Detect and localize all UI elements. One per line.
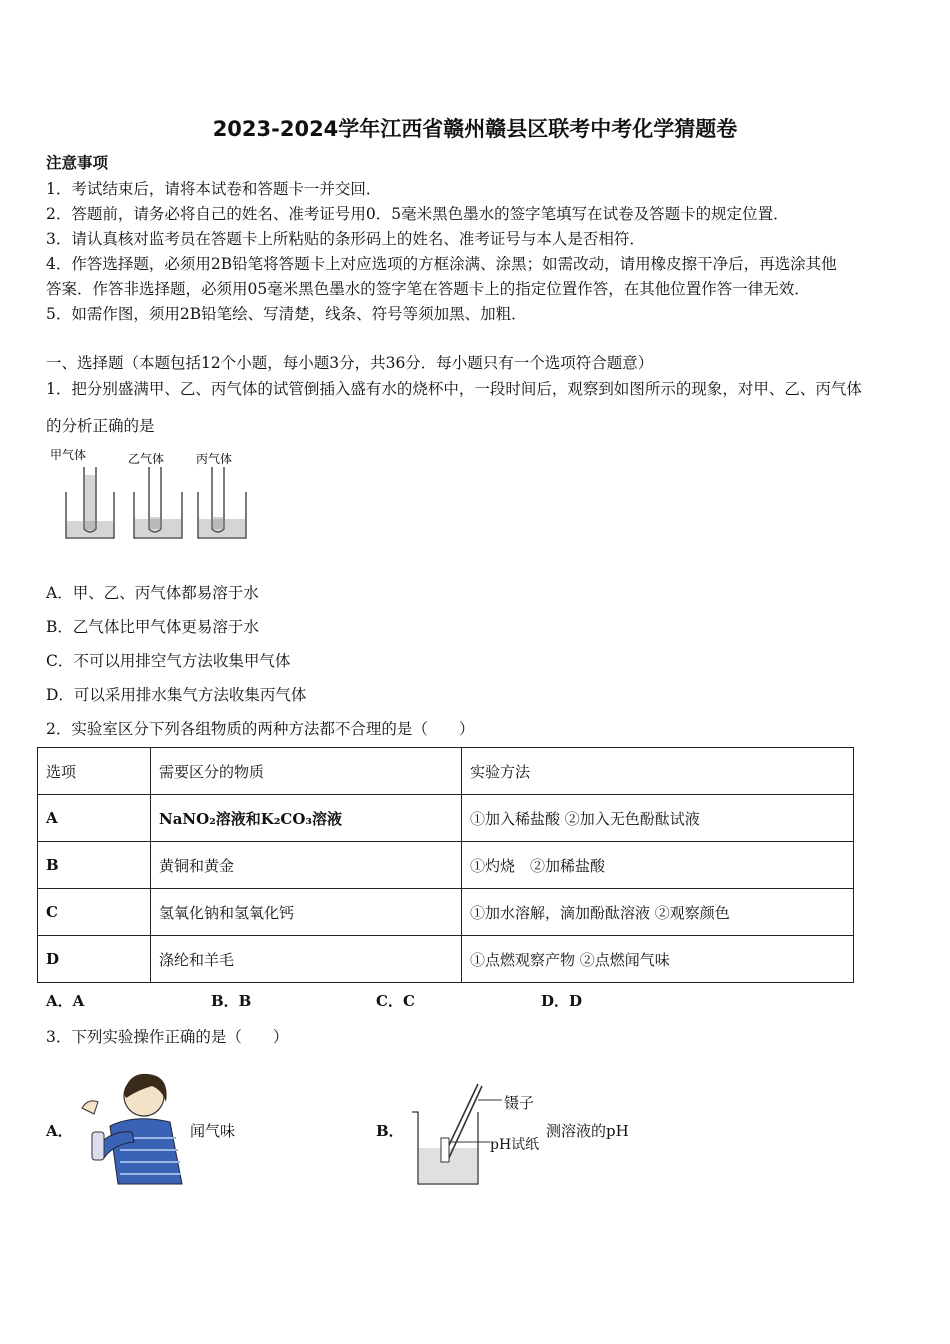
smelling-person-illustration bbox=[74, 1068, 190, 1186]
figure-label: 甲气体 bbox=[50, 448, 87, 462]
table-header-row bbox=[38, 748, 854, 795]
table-cell: ①点燃观察产物 ②点燃闻气味 bbox=[462, 936, 854, 983]
table-row bbox=[38, 842, 854, 889]
table-row bbox=[38, 795, 854, 842]
notice-item: 答案．作答非选择题，必须用05毫米黑色墨水的签字笔在答题卡上的指定位置作答，在其他位置作答一律无效． bbox=[46, 280, 810, 298]
q1-stem: 1．把分别盛满甲、乙、丙气体的试管倒插入盛有水的烧杯中，一段时间后，观察到如图所示的现象，对甲、乙、丙气体 bbox=[46, 380, 862, 398]
table-cell: B bbox=[38, 842, 151, 889]
q3-option-b-text: 测溶液的pH bbox=[546, 1122, 629, 1140]
section-heading: 一、选择题（本题包括12个小题，每小题3分，共36分．每小题只有一个选项符合题意） bbox=[46, 354, 654, 372]
q1-option-a: A．甲、乙、丙气体都易溶于水 bbox=[46, 584, 259, 602]
q1-option-d: D．可以采用排水集气方法收集丙气体 bbox=[46, 686, 307, 704]
table-cell: 涤纶和羊毛 bbox=[151, 936, 462, 983]
q2-choice-a: A．A bbox=[46, 992, 85, 1010]
table-cell: NaNO₂溶液和K₂CO₃溶液 bbox=[151, 795, 462, 842]
page-title: 2023-2024学年江西省赣州赣县区联考中考化学猜题卷 bbox=[212, 117, 738, 141]
figure-label: 丙气体 bbox=[196, 452, 233, 466]
table-header: 选项 bbox=[38, 748, 151, 795]
notice-item: 5．如需作图，须用2B铅笔绘、写清楚，线条、符号等须加黑、加粗． bbox=[46, 305, 527, 323]
q1-option-c: C．不可以用排空气方法收集甲气体 bbox=[46, 652, 291, 670]
q2-stem: 2．实验室区分下列各组物质的两种方法都不合理的是（ ） bbox=[46, 720, 475, 738]
q3-stem: 3．下列实验操作正确的是（ ） bbox=[46, 1028, 289, 1046]
q1-option-b: B．乙气体比甲气体更易溶于水 bbox=[46, 618, 259, 636]
table-cell: D bbox=[38, 936, 151, 983]
q3-option-a-text: 闻气味 bbox=[190, 1122, 236, 1140]
table-cell: ①加入稀盐酸 ②加入无色酚酞试液 bbox=[462, 795, 854, 842]
notice-item: 3．请认真核对监考员在答题卡上所粘贴的条形码上的姓名、准考证号与本人是否相符． bbox=[46, 230, 645, 248]
table-row bbox=[38, 936, 854, 983]
table-cell: 黄铜和黄金 bbox=[151, 842, 462, 889]
q2-choice-d: D．D bbox=[541, 992, 583, 1010]
table-cell: C bbox=[38, 889, 151, 936]
table-header: 需要区分的物质 bbox=[151, 748, 462, 795]
tweezers-label: 镊子 bbox=[504, 1094, 535, 1112]
table-cell: ①加水溶解，滴加酚酞溶液 ②观察颜色 bbox=[462, 889, 854, 936]
q2-table bbox=[37, 747, 854, 983]
table-cell: A bbox=[38, 795, 151, 842]
notice-item: 2．答题前，请务必将自己的姓名、准考证号用0．5毫米黑色墨水的签字笔填写在试卷及答题卡的规定位置． bbox=[46, 205, 789, 223]
table-cell: ①灼烧 ②加稀盐酸 bbox=[462, 842, 854, 889]
figure-label: 乙气体 bbox=[128, 452, 165, 466]
notice-item: 1．考试结束后，请将本试卷和答题卡一并交回． bbox=[46, 180, 382, 198]
q3-option-b-letter: B． bbox=[376, 1122, 404, 1140]
q2-choice-c: C．C bbox=[376, 992, 415, 1010]
q2-choice-b: B．B bbox=[211, 992, 252, 1010]
ph-paper-label: pH试纸 bbox=[490, 1137, 540, 1153]
table-cell: 氢氧化钠和氢氧化钙 bbox=[151, 889, 462, 936]
table-header: 实验方法 bbox=[462, 748, 854, 795]
notice-item: 4．作答选择题，必须用2B铅笔将答题卡上对应选项的方框涂满、涂黑；如需改动，请用橡皮擦干净后，再选涂其他 bbox=[46, 255, 837, 273]
q1-stem-cont: 的分析正确的是 bbox=[46, 417, 155, 435]
notice-heading: 注意事项 bbox=[46, 153, 109, 172]
q3-option-a-letter: A． bbox=[46, 1122, 73, 1140]
table-row bbox=[38, 889, 854, 936]
q1-gas-tubes-figure bbox=[46, 445, 256, 545]
